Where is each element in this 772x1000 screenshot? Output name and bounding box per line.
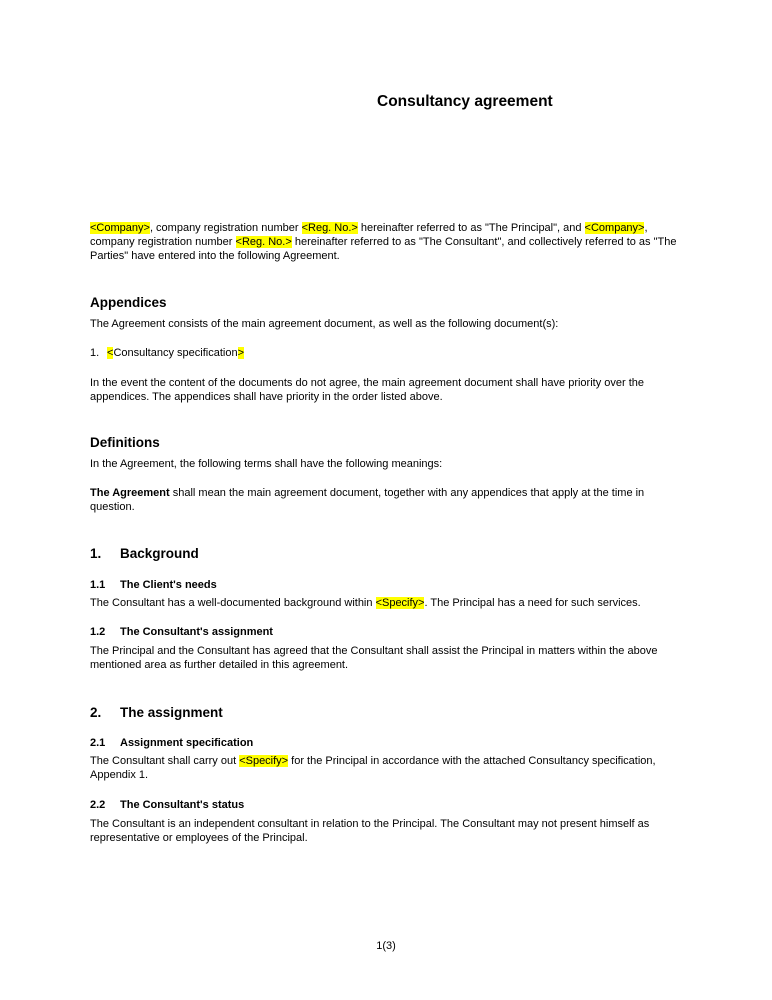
definition-term-text: shall mean the main agreement document, together with any appendices that apply at the time in question. — [90, 487, 645, 513]
placeholder-regno-1[interactable]: <Reg. No.> — [301, 222, 358, 234]
definition-agreement-paragraph — [90, 486, 682, 514]
section-2-1-heading — [90, 736, 682, 750]
section-2-number: 2. — [90, 705, 102, 720]
definitions-intro-paragraph: In the Agreement, the following terms shall have the following meanings: — [90, 458, 443, 470]
placeholder-company-1[interactable]: <Company> — [90, 222, 150, 234]
page-number: 1(3) — [376, 940, 396, 952]
section-1-1-number: 1.1 — [90, 579, 106, 591]
placeholder-specify-2[interactable]: <Specify> — [239, 755, 289, 767]
doc-title: Consultancy agreement — [377, 93, 553, 110]
section-2-1-number: 2.1 — [90, 737, 106, 749]
section-1-heading-label: Background — [120, 546, 199, 561]
appendix-item-label: Consultancy specification — [113, 347, 238, 359]
section-1-2-heading — [90, 625, 682, 639]
definitions-heading: Definitions — [90, 435, 160, 450]
section-1-1-heading-label: The Client's needs — [120, 579, 217, 591]
section-2-heading-label: The assignment — [120, 705, 223, 720]
section-1-2-heading-label: The Consultant's assignment — [120, 626, 273, 638]
section-2-1-text-before: The Consultant shall carry out — [90, 755, 240, 767]
section-2-2-number: 2.2 — [90, 799, 106, 811]
appendix-list-item — [90, 346, 682, 360]
section-1-1-heading — [90, 578, 682, 592]
section-1-1-paragraph — [90, 596, 682, 610]
intro-paragraph — [90, 221, 682, 263]
section-1-1-text-before: The Consultant has a well-documented background within — [90, 597, 376, 609]
intro-text-4: hereinafter referred to as "The Consultant", and collectively referred to as "The Parties" have entered into the following Agreement. — [90, 236, 677, 262]
appendices-heading: Appendices — [90, 295, 167, 310]
section-1-2-paragraph: The Principal and the Consultant has agreed that the Consultant shall assist the Principal in matters within the above mentioned area as further detailed in this agreement. — [90, 645, 658, 671]
section-2-1-paragraph — [90, 754, 682, 782]
section-2-1-text-after: for the Principal in accordance with the attached Consultancy specification, Appendix 1. — [90, 755, 656, 781]
placeholder-regno-2[interactable]: <Reg. No.> — [235, 236, 292, 248]
section-1-2-number: 1.2 — [90, 626, 106, 638]
section-2-2-heading — [90, 798, 682, 812]
appendices-intro-paragraph: The Agreement consists of the main agreement document, as well as the following document(s): — [90, 318, 559, 330]
section-1-heading — [90, 545, 682, 562]
section-2-1-heading-label: Assignment specification — [120, 737, 254, 749]
intro-text-1: , company registration number — [149, 222, 302, 234]
section-2-2-heading-label: The Consultant's status — [120, 799, 245, 811]
appendix-list-number: 1. — [90, 347, 100, 359]
placeholder-specify-1[interactable]: <Specify> — [375, 597, 425, 609]
appendix-bracket-open[interactable]: < — [107, 347, 114, 359]
section-1-1-text-after: . The Principal has a need for such services. — [424, 597, 641, 609]
definition-term: The Agreement — [90, 487, 170, 499]
intro-text-3: , company registration number — [90, 222, 648, 248]
section-1-number: 1. — [90, 546, 102, 561]
placeholder-company-2[interactable]: <Company> — [584, 222, 645, 234]
document-content — [0, 93, 772, 845]
section-2-2-paragraph: The Consultant is an independent consultant in relation to the Principal. The Consultant may not present himself as representative or employees of the Principal. — [90, 818, 650, 844]
section-2-heading — [90, 704, 682, 721]
intro-text-2: hereinafter referred to as "The Principal", and — [357, 222, 585, 234]
appendices-priority-paragraph: In the event the content of the documents do not agree, the main agreement document shall have priority over the appendices. The appendices shall have priority in the order listed above. — [90, 377, 645, 403]
appendix-bracket-close[interactable]: > — [237, 347, 244, 359]
